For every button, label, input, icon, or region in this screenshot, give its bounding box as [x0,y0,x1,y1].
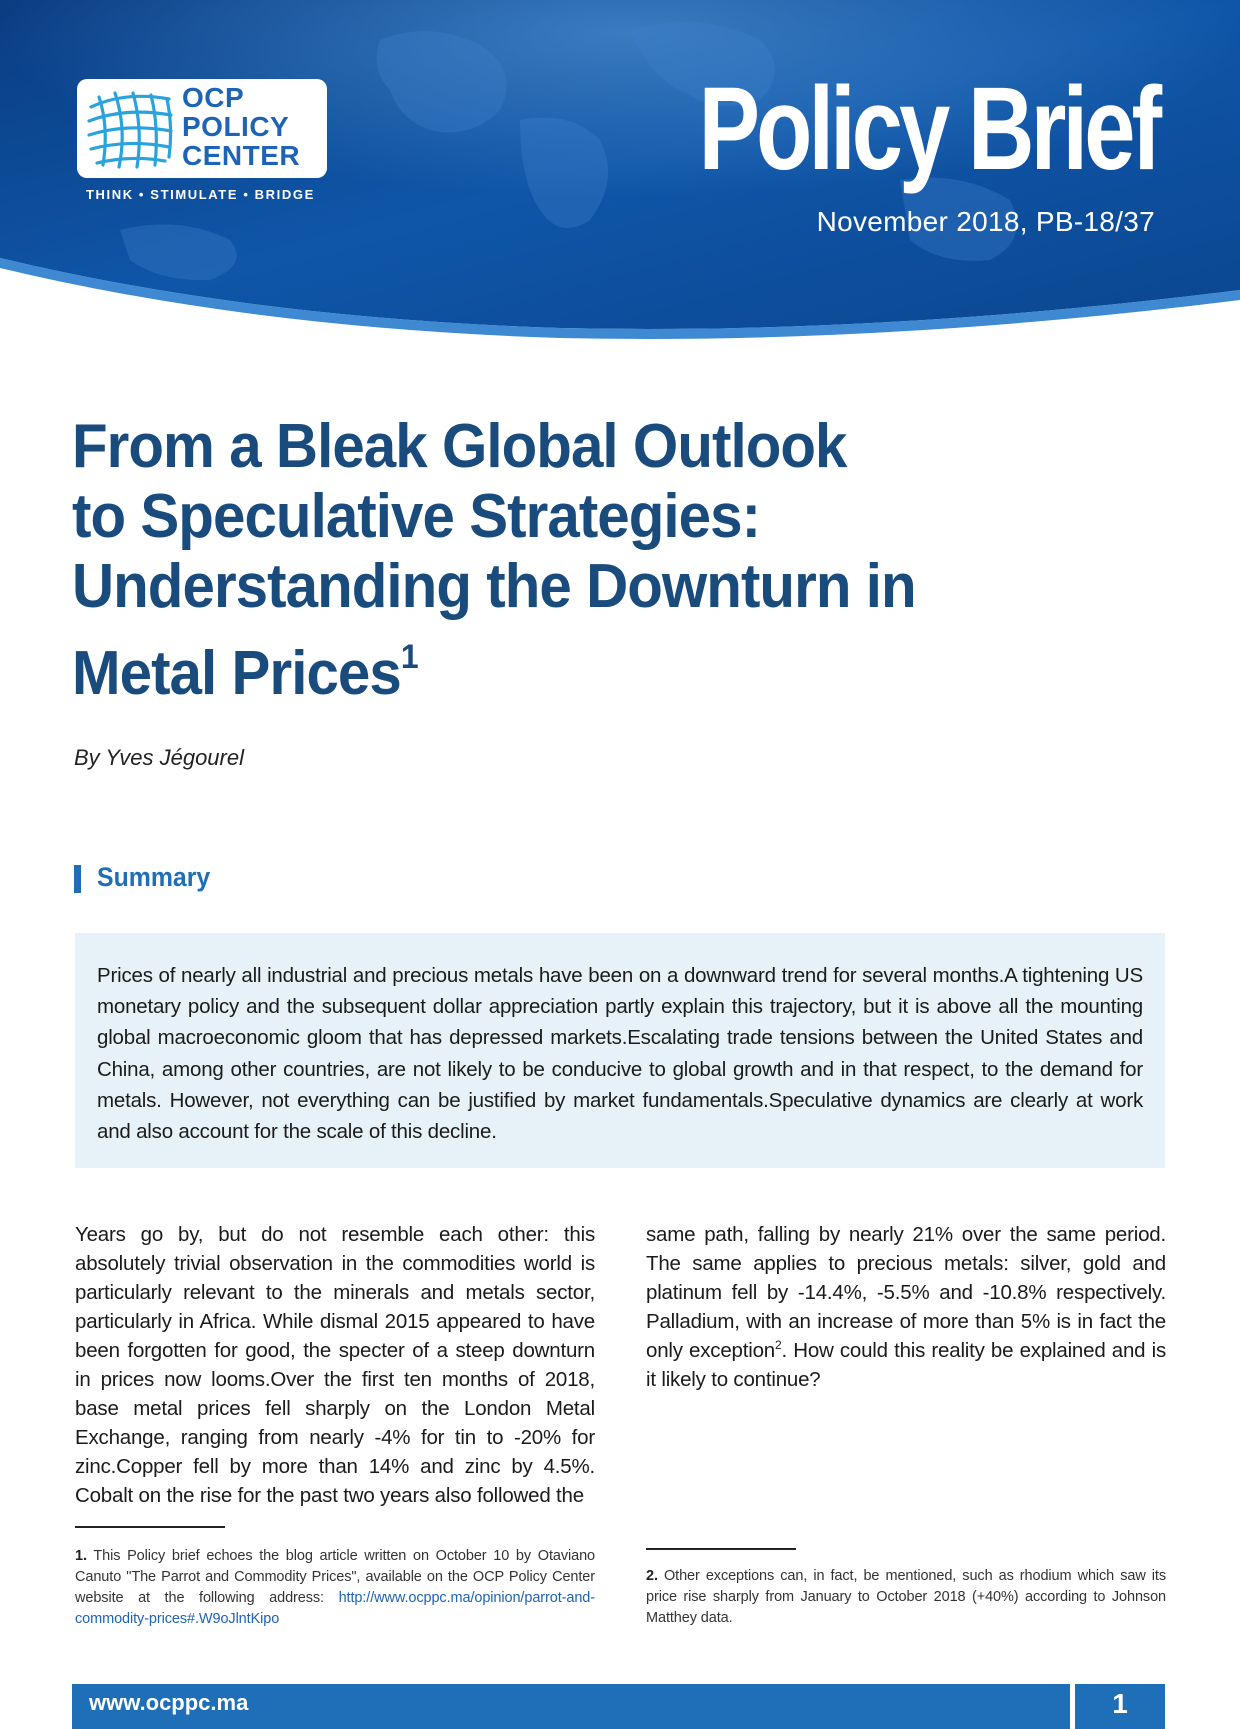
author-byline: By Yves Jégourel [74,745,244,770]
logo-wordmark [182,83,322,170]
summary-accent-bar [74,865,81,893]
ocp-logo[interactable] [77,79,327,178]
footnote-2-text: Other exceptions can, in fact, be mentioned, such as rhodium which saw its price rise sharply from January to October 2018 (+40%) according to Johnson Matthey data. [646,1568,1166,1626]
summary-heading: Summary [97,862,211,892]
body-right-text-2: . How could this reality be explained and is it likely to continue? [646,1339,1166,1391]
footnote-mark-2[interactable]: 2 [775,1338,782,1352]
footnote-1-number: 1. [75,1548,87,1564]
footnote-2 [646,1566,1166,1629]
footnote-1-text: This Policy brief echoes the blog article written on October 10 by Otaviano Canuto "The Parrot and Commodity Prices", available on the OCP Policy Center website at the following address: [75,1548,595,1606]
title-line: to Speculative Strategies: [72,482,761,551]
document-type-title: Policy Brief [698,63,1158,195]
footnote-2-number: 2. [646,1568,658,1584]
logo-line-ocp: OCP [182,82,245,113]
title-footnote-mark[interactable]: 1 [400,638,418,676]
summary-box [75,933,1165,1168]
page-number: 1 [1112,1688,1128,1719]
logo-line-policy: POLICY [182,111,290,142]
footnote-1 [75,1546,595,1630]
globe-grid-icon [85,87,177,169]
summary-text: Prices of nearly all industrial and precious metals have been on a downward trend for several months.A tightening US monetary policy and the subsequent dollar appreciation partly explain this trajectory, but it is above all the mounting global macroeconomic gloom that has depressed markets.Escalating trade tensions between the United States and China, among other countries, are not likely to be conducive to global growth and in that respect, to the demand for metals. However, not everything can be justified by market fundamentals.Speculative dynamics are clearly at work and also account for the scale of this decline. [97,964,1143,1144]
footnote-divider-right [646,1548,796,1550]
footnote-1-link[interactable]: http://www.ocppc.ma/opinion/parrot-and-commodity-prices#.W9oJlntKipo [75,1590,595,1627]
article-title [72,412,1012,709]
header-banner [0,0,1240,340]
title-line: From a Bleak Global Outlook [72,412,847,481]
logo-line-center: CENTER [182,140,301,171]
body-right-text-1: same path, falling by nearly 21% over the same period. The same applies to precious metals: silver, gold and platinum fell by -14.4%, -5.5% and -10.8% respectively. Palladium, with an increase of more than 5% is in fact the only exception [646,1223,1166,1362]
title-line: Metal Prices [72,639,401,708]
title-line: Understanding the Downturn in [72,552,916,621]
body-left-column: Years go by, but do not resemble each other: this absolutely trivial observation in the commodities world is particularly relevant to the minerals and metals sector, particularly in Africa. While dismal 2015 appeared to have been forgotten for good, the specter of a steep downturn in prices now looms.Over the first ten months of 2018, base metal prices fell sharply on the London Metal Exchange, ranging from nearly -4% for tin to -20% for zinc.Copper fell by more than 14% and zinc by 4.5%. Cobalt on the rise for the past two years also followed the [75,1223,595,1507]
tagline: THINK • STIMULATE • BRIDGE [86,187,315,202]
footnote-divider-left [75,1526,225,1528]
footer-website-link[interactable]: www.ocppc.ma [89,1690,249,1715]
issue-date: November 2018, PB-18/37 [816,206,1155,237]
body-right-column [646,1220,1166,1394]
